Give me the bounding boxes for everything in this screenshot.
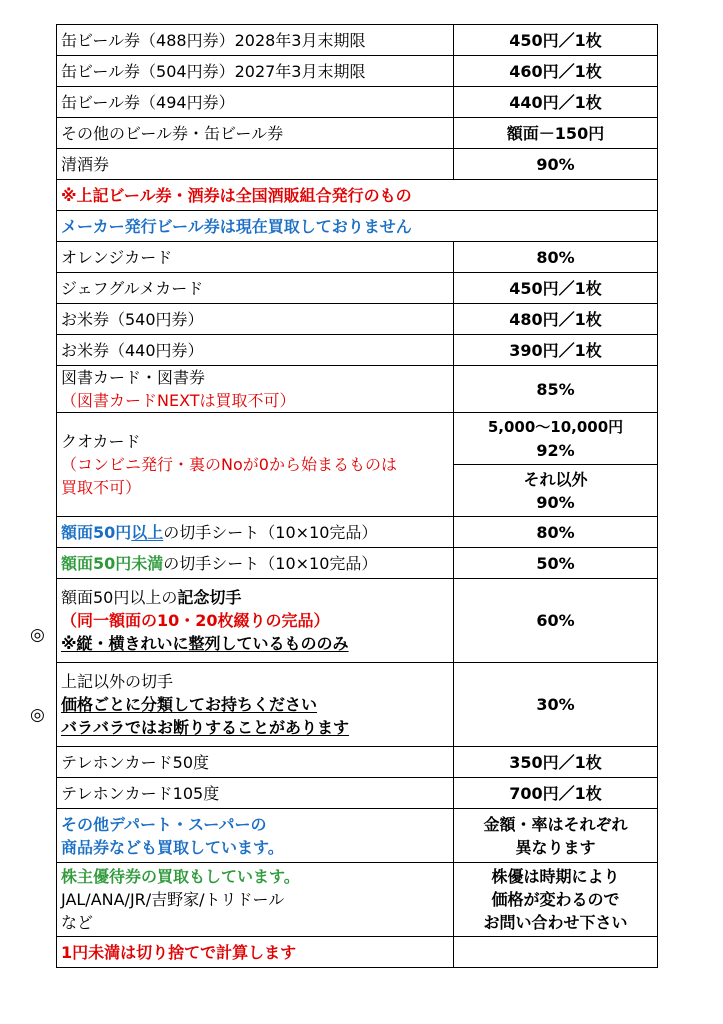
- table-row: [57, 56, 658, 87]
- item-value: [454, 465, 658, 517]
- face-value-text: 額面50円未満: [61, 553, 164, 573]
- value-line: 価格が変わるので: [491, 890, 620, 909]
- table-row: [57, 413, 658, 465]
- double-circle-mark-2: ◎: [30, 705, 45, 725]
- item-value: 450円／1枚: [454, 273, 658, 304]
- beer-ticket-note: ※上記ビール券・酒券は全国酒販組合発行のもの: [57, 180, 658, 211]
- item-label-note: 買取不可）: [61, 478, 142, 497]
- table-row: [57, 663, 658, 747]
- value-condition: それ以外: [523, 469, 588, 489]
- item-label-note: ※縦・横きれいに整列しているもののみ: [61, 634, 349, 653]
- item-label-note: （コンビニ発行・裏のNoが0から始まるものは: [61, 455, 397, 474]
- double-circle-mark-1: ◎: [30, 625, 45, 645]
- table-row: [57, 548, 658, 579]
- item-label: 缶ビール券（494円券）: [57, 87, 454, 118]
- item-label: 缶ビール券（488円券）2028年3月末期限: [57, 25, 454, 56]
- price-table: [56, 24, 658, 968]
- item-label: [57, 863, 454, 937]
- item-value: 60%: [454, 579, 658, 663]
- item-label-note: （同一額面の10・20枚綴りの完品）: [61, 611, 330, 630]
- table-row: [57, 149, 658, 180]
- item-label-note: JAL/ANA/JR/吉野家/トリドール: [61, 890, 285, 909]
- table-row: [57, 211, 658, 242]
- item-value: 85%: [454, 366, 658, 413]
- item-label-note: （図書カードNEXTは買取不可）: [61, 391, 296, 410]
- item-label: テレホンカード50度: [57, 747, 454, 778]
- item-label-main: 株主優待券の買取もしています。: [61, 867, 300, 886]
- value-line: 株優は時期により: [491, 867, 620, 886]
- value-line: 金額・率はそれぞれ: [483, 814, 628, 834]
- item-label: オレンジカード: [57, 242, 454, 273]
- item-value: 80%: [454, 242, 658, 273]
- table-row: [57, 304, 658, 335]
- value-condition: 5,000～10,000円: [487, 417, 624, 436]
- item-value: 390円／1枚: [454, 335, 658, 366]
- table-row: [57, 863, 658, 937]
- table-row: [57, 25, 658, 56]
- table-row: [57, 579, 658, 663]
- item-label: [57, 517, 454, 548]
- item-label-main: クオカード: [61, 432, 141, 451]
- table-row: [57, 335, 658, 366]
- item-value: 80%: [454, 517, 658, 548]
- item-label: [57, 809, 454, 863]
- item-label: その他のビール券・缶ビール券: [57, 118, 454, 149]
- empty-cell: [454, 937, 658, 968]
- item-label-main: 額面50円以上の記念切手: [61, 588, 242, 607]
- item-label-main: 商品券なども買取しています。: [61, 837, 284, 857]
- item-value: 30%: [454, 663, 658, 747]
- item-value: 450円／1枚: [454, 25, 658, 56]
- item-label: 清酒券: [57, 149, 454, 180]
- sheet-text: の切手シート（10×10完品）: [163, 553, 378, 573]
- face-value-text: 額面50円: [61, 522, 132, 542]
- item-label-note: 価格ごとに分類してお持ちください: [61, 695, 318, 714]
- item-value: 350円／1枚: [454, 747, 658, 778]
- item-label: お米券（540円券）: [57, 304, 454, 335]
- item-label: お米券（440円券）: [57, 335, 454, 366]
- table-row: [57, 118, 658, 149]
- value-rate: 92%: [536, 440, 575, 460]
- rounding-note: 1円未満は切り捨てで計算します: [57, 937, 454, 968]
- table-row: [57, 937, 658, 968]
- item-label: 缶ビール券（504円券）2027年3月末期限: [57, 56, 454, 87]
- table-row: [57, 747, 658, 778]
- value-line: 異なります: [515, 837, 596, 857]
- item-label: [57, 579, 454, 663]
- value-line: お問い合わせ下さい: [483, 913, 628, 932]
- item-value: 700円／1枚: [454, 778, 658, 809]
- table-row: [57, 778, 658, 809]
- item-value: 額面－150円: [454, 118, 658, 149]
- value-rate: 90%: [536, 492, 575, 512]
- item-label: [57, 548, 454, 579]
- table-row: [57, 242, 658, 273]
- item-value: 50%: [454, 548, 658, 579]
- table-row: [57, 87, 658, 118]
- commemorative-stamp-text: 記念切手: [177, 588, 242, 607]
- item-value: [454, 809, 658, 863]
- item-label-note: バラバラではお断りすることがあります: [61, 718, 350, 737]
- item-value: 480円／1枚: [454, 304, 658, 335]
- item-label-note: など: [61, 913, 94, 932]
- item-value: [454, 863, 658, 937]
- item-value: 460円／1枚: [454, 56, 658, 87]
- item-label: [57, 663, 454, 747]
- sheet-text: の切手シート（10×10完品）: [163, 522, 378, 542]
- maker-beer-note: メーカー発行ビール券は現在買取しておりません: [57, 211, 658, 242]
- item-label: [57, 413, 454, 517]
- table-row: [57, 273, 658, 304]
- item-label-main: その他デパート・スーパーの: [61, 814, 267, 834]
- item-label-main: 図書カード・図書券: [61, 368, 206, 387]
- table-row: [57, 366, 658, 413]
- item-value: 90%: [454, 149, 658, 180]
- item-value: 440円／1枚: [454, 87, 658, 118]
- item-value: [454, 413, 658, 465]
- table-row: [57, 517, 658, 548]
- item-label: [57, 366, 454, 413]
- table-row: [57, 809, 658, 863]
- item-label-main: 上記以外の切手: [61, 672, 174, 691]
- table-row: [57, 180, 658, 211]
- item-label: テレホンカード105度: [57, 778, 454, 809]
- item-label: ジェフグルメカード: [57, 273, 454, 304]
- above-text: 以上: [131, 522, 164, 542]
